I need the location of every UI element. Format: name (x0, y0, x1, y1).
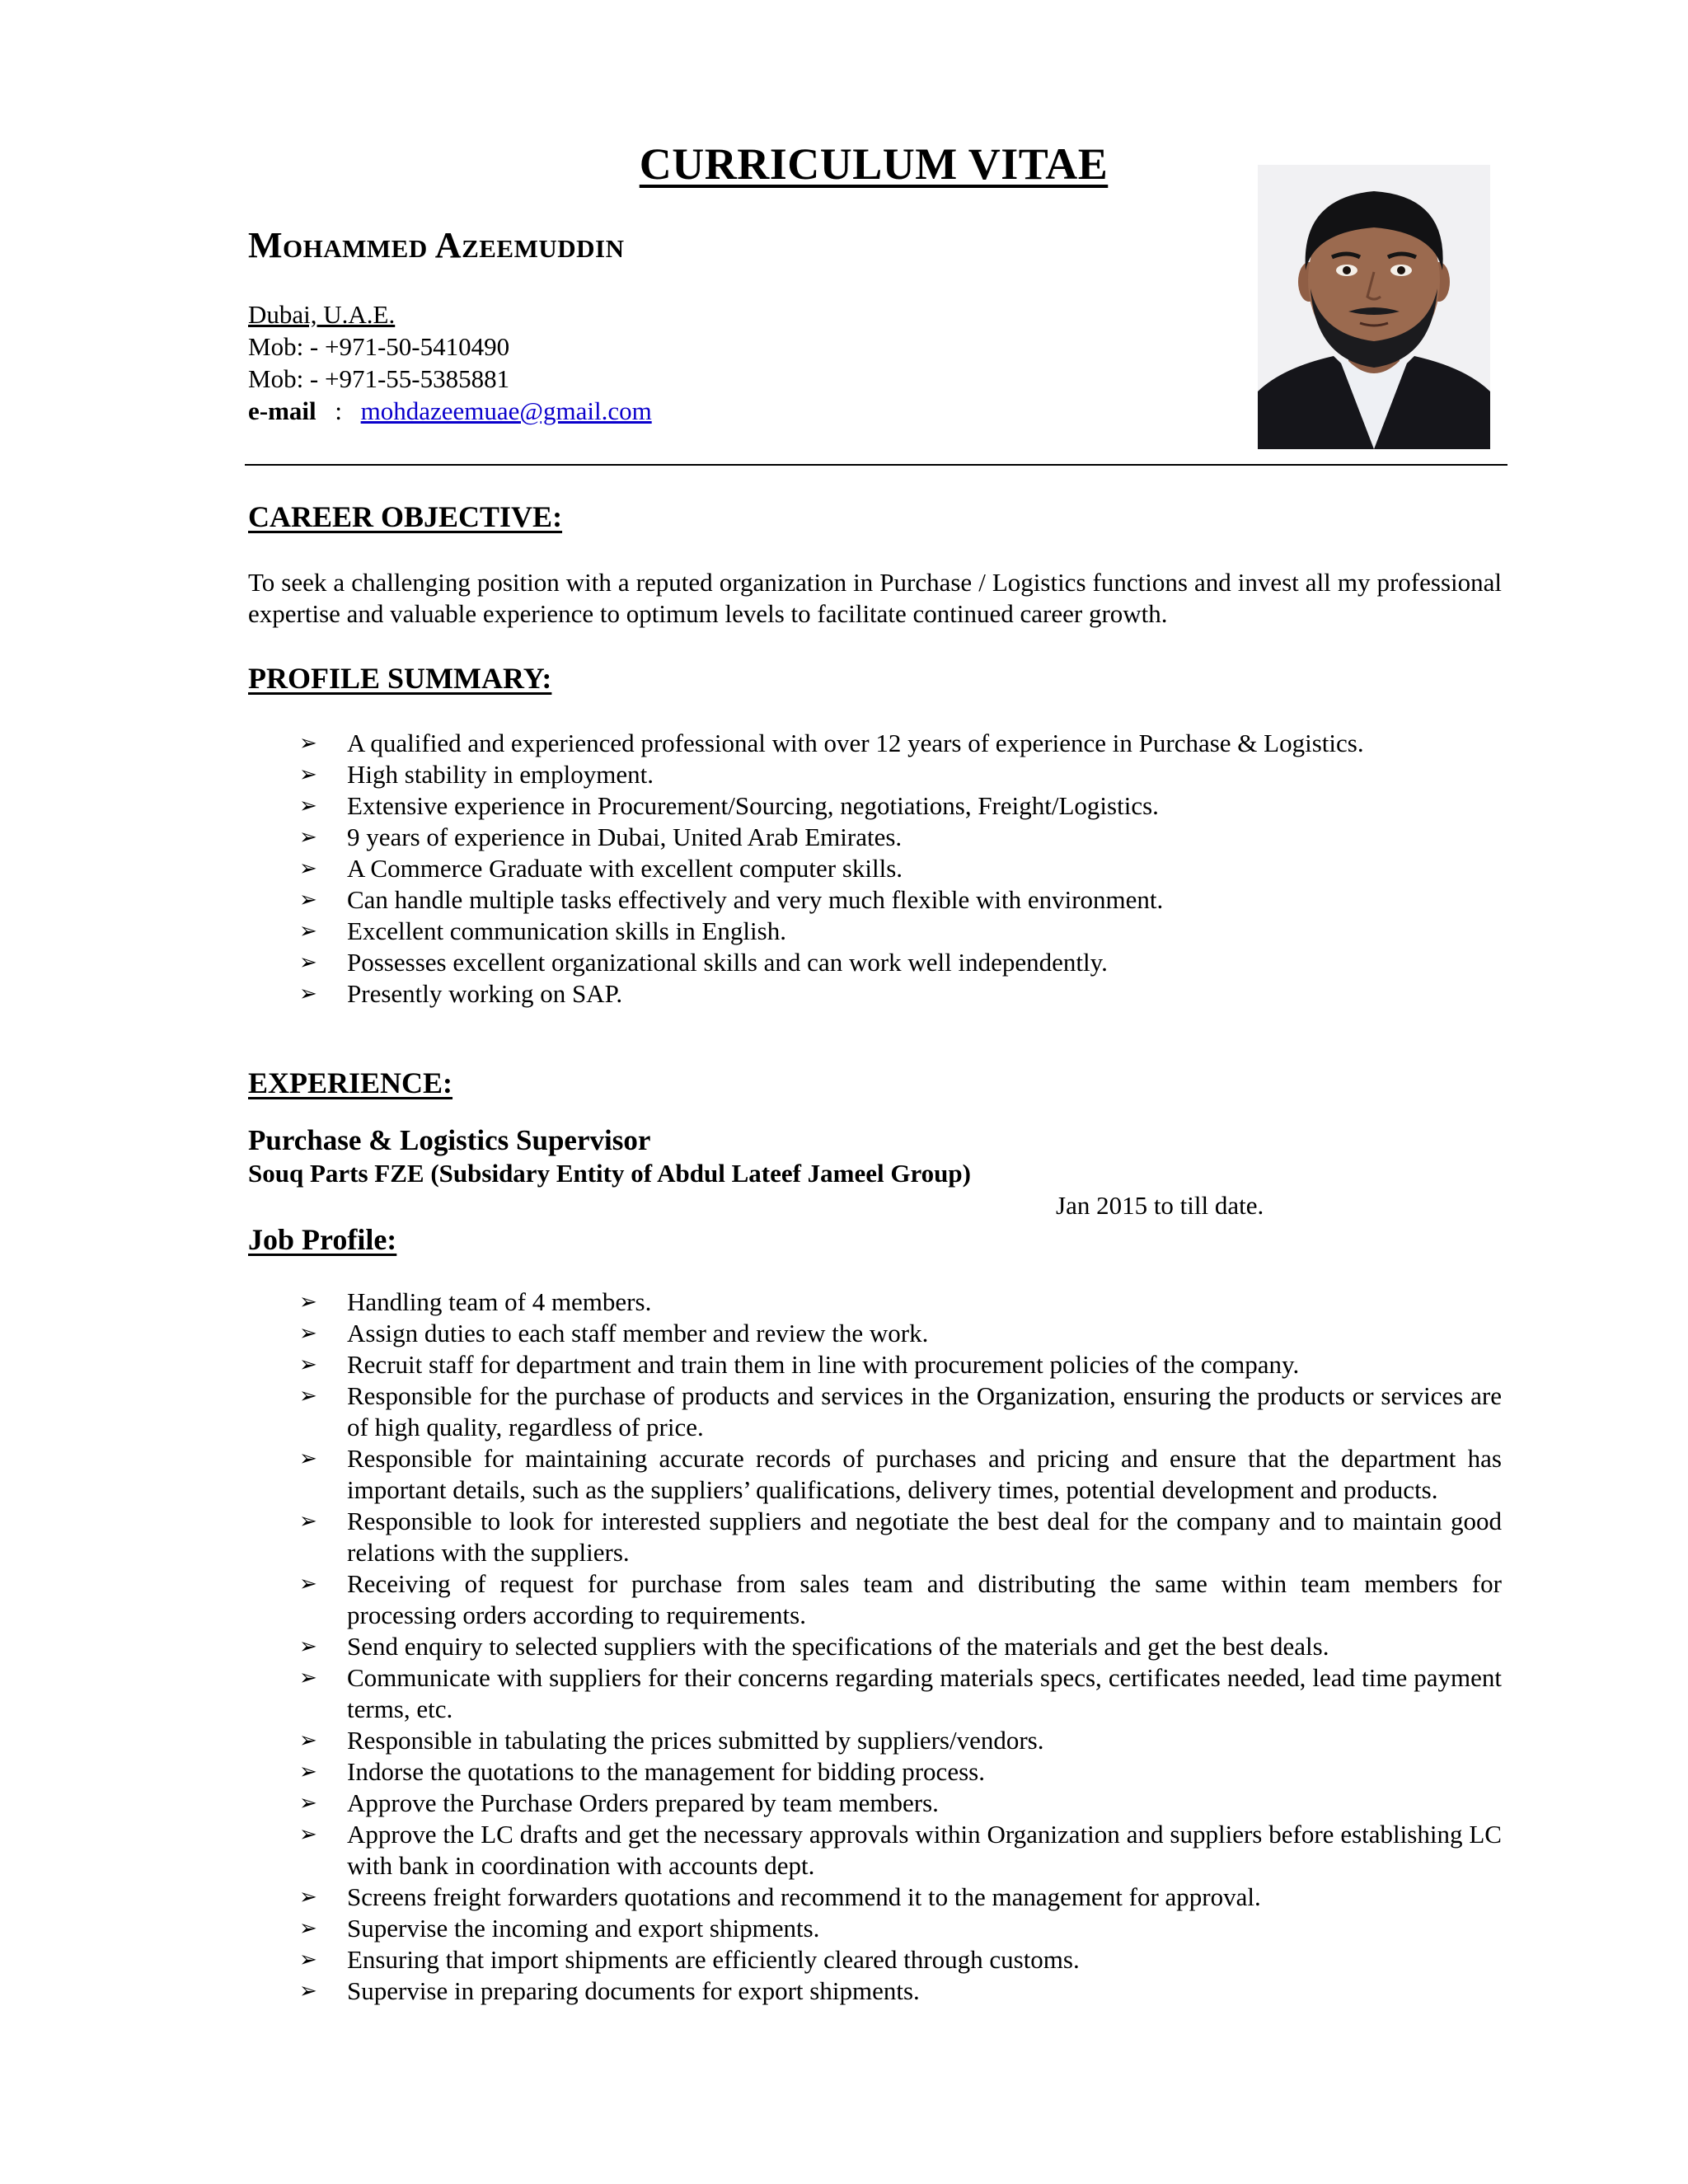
list-item-text: Indorse the quotations to the management for bidding process. (347, 1757, 985, 1786)
list-item (0, 853, 1502, 884)
list-item (0, 978, 1502, 1010)
list-item (0, 1631, 1502, 1662)
list-item-text: Recruit staff for department and train them in line with procurement policies of the company. (347, 1350, 1300, 1379)
list-item (0, 947, 1502, 978)
list-item (0, 759, 1502, 790)
list-item (0, 1882, 1502, 1913)
profile-photo (1258, 165, 1490, 449)
list-item-text: Receiving of request for purchase from sales team and distributing the same within team members for processing orders according to requirements. (347, 1569, 1502, 1629)
profile-summary-list (0, 728, 1688, 1010)
arrow-bullet-icon: ➢ (299, 762, 317, 787)
email-label: e-mail (248, 396, 316, 425)
arrow-bullet-icon: ➢ (299, 856, 317, 881)
list-item-text: Responsible in tabulating the prices submitted by suppliers/vendors. (347, 1726, 1044, 1755)
list-item-text: Responsible for maintaining accurate records of purchases and pricing and ensure that the department has important details, such as the suppliers’ qualifications, delivery times, potential development and products. (347, 1444, 1502, 1504)
list-item (0, 1975, 1502, 2007)
candidate-name: Mohammed Azeemuddin (248, 225, 625, 265)
header-divider (245, 464, 1507, 466)
career-objective-text: To seek a challenging position with a reputed organization in Purchase / Logistics functions and invest all my professional expertise and valuable experience to optimum levels to facilitate continued career growth. (248, 568, 1502, 628)
experience-heading: EXPERIENCE: (248, 1066, 453, 1099)
email-row (248, 395, 652, 427)
job-duties-list (0, 1286, 1688, 2007)
list-item (0, 1913, 1502, 1944)
profile-photo-image (1258, 165, 1490, 449)
list-item-text: Responsible for the purchase of products and services in the Organization, ensuring the products or services are of high quality, regardless of price. (347, 1381, 1502, 1441)
list-item (0, 1286, 1502, 1318)
employment-dates: Jan 2015 to till date. (1056, 1191, 1264, 1220)
arrow-bullet-icon: ➢ (299, 1728, 317, 1753)
list-item-text: Can handle multiple tasks effectively and very much flexible with environment. (347, 885, 1164, 914)
arrow-bullet-icon: ➢ (299, 1321, 317, 1346)
list-item (0, 1788, 1502, 1819)
list-item-text: A qualified and experienced professional with over 12 years of experience in Purchase & Logistics. (347, 729, 1364, 757)
arrow-bullet-icon: ➢ (299, 888, 317, 912)
job-profile-heading: Job Profile: (248, 1223, 397, 1256)
list-item-text: Responsible to look for interested suppliers and negotiate the best deal for the company and to maintain good relations with the suppliers. (347, 1507, 1502, 1567)
list-item (0, 1944, 1502, 1975)
arrow-bullet-icon: ➢ (299, 1822, 317, 1847)
arrow-bullet-icon: ➢ (299, 1885, 317, 1910)
list-item (0, 1819, 1502, 1882)
arrow-bullet-icon: ➢ (299, 950, 317, 975)
document-title: CURRICULUM VITAE (639, 139, 1109, 189)
company-name: Souq Parts FZE (Subsidary Entity of Abdul Lateef Jameel Group) (248, 1159, 971, 1188)
list-item-text: Send enquiry to selected suppliers with the specifications of the materials and get the best deals. (347, 1632, 1329, 1661)
location: Dubai, U.A.E. (248, 300, 396, 329)
email-separator: : (335, 396, 342, 425)
mobile-number-1: Mob: - +971-50-5410490 (248, 332, 510, 361)
arrow-bullet-icon: ➢ (299, 982, 317, 1006)
arrow-bullet-icon: ➢ (299, 1916, 317, 1941)
list-item-text: Excellent communication skills in English. (347, 916, 786, 945)
arrow-bullet-icon: ➢ (299, 1290, 317, 1315)
list-item-text: Supervise the incoming and export shipments. (347, 1914, 820, 1943)
list-item-text: Approve the Purchase Orders prepared by team members. (347, 1788, 939, 1817)
list-item-text: Presently working on SAP. (347, 979, 623, 1008)
list-item-text: 9 years of experience in Dubai, United Arab Emirates. (347, 823, 903, 851)
list-item-text: Extensive experience in Procurement/Sourcing, negotiations, Freight/Logistics. (347, 791, 1159, 820)
list-item-text: Screens freight forwarders quotations and recommend it to the management for approval. (347, 1882, 1261, 1911)
list-item (0, 1380, 1502, 1443)
email-link[interactable]: mohdazeemuae@gmail.com (360, 396, 652, 425)
job-title: Purchase & Logistics Supervisor (248, 1124, 651, 1156)
list-item (0, 1349, 1502, 1380)
arrow-bullet-icon: ➢ (299, 1791, 317, 1816)
list-item (0, 1662, 1502, 1725)
list-item (0, 884, 1502, 916)
list-item-text: Assign duties to each staff member and review the work. (347, 1319, 929, 1347)
list-item (0, 1756, 1502, 1788)
arrow-bullet-icon: ➢ (299, 794, 317, 818)
list-item-text: High stability in employment. (347, 760, 654, 789)
arrow-bullet-icon: ➢ (299, 1446, 317, 1471)
contact-block (248, 298, 652, 427)
profile-summary-heading: PROFILE SUMMARY: (248, 662, 552, 695)
arrow-bullet-icon: ➢ (299, 1509, 317, 1534)
arrow-bullet-icon: ➢ (299, 919, 317, 944)
list-item (0, 1443, 1502, 1506)
career-objective-heading: CAREER OBJECTIVE: (248, 500, 563, 533)
list-item-text: Possesses excellent organizational skills and can work well independently. (347, 948, 1108, 977)
list-item-text: Communicate with suppliers for their concerns regarding materials specs, certificates needed, lead time payment terms, etc. (347, 1663, 1502, 1723)
arrow-bullet-icon: ➢ (299, 1634, 317, 1659)
arrow-bullet-icon: ➢ (299, 1384, 317, 1408)
list-item (0, 916, 1502, 947)
arrow-bullet-icon: ➢ (299, 1979, 317, 2004)
arrow-bullet-icon: ➢ (299, 1760, 317, 1784)
list-item (0, 1318, 1502, 1349)
arrow-bullet-icon: ➢ (299, 1666, 317, 1690)
list-item-text: Supervise in preparing documents for export shipments. (347, 1976, 920, 2005)
arrow-bullet-icon: ➢ (299, 1352, 317, 1377)
arrow-bullet-icon: ➢ (299, 731, 317, 756)
mobile-number-2: Mob: - +971-55-5385881 (248, 364, 510, 393)
list-item (0, 822, 1502, 853)
list-item-text: A Commerce Graduate with excellent computer skills. (347, 854, 903, 883)
list-item-text: Handling team of 4 members. (347, 1287, 652, 1316)
arrow-bullet-icon: ➢ (299, 1947, 317, 1972)
list-item (0, 1506, 1502, 1568)
arrow-bullet-icon: ➢ (299, 1572, 317, 1596)
arrow-bullet-icon: ➢ (299, 825, 317, 850)
list-item-text: Approve the LC drafts and get the necessary approvals within Organization and suppliers before establishing LC with bank in coordination with accounts dept. (347, 1820, 1502, 1880)
list-item (0, 728, 1502, 759)
list-item (0, 1725, 1502, 1756)
list-item (0, 1568, 1502, 1631)
list-item-text: Ensuring that import shipments are efficiently cleared through customs. (347, 1945, 1080, 1974)
list-item (0, 790, 1502, 822)
